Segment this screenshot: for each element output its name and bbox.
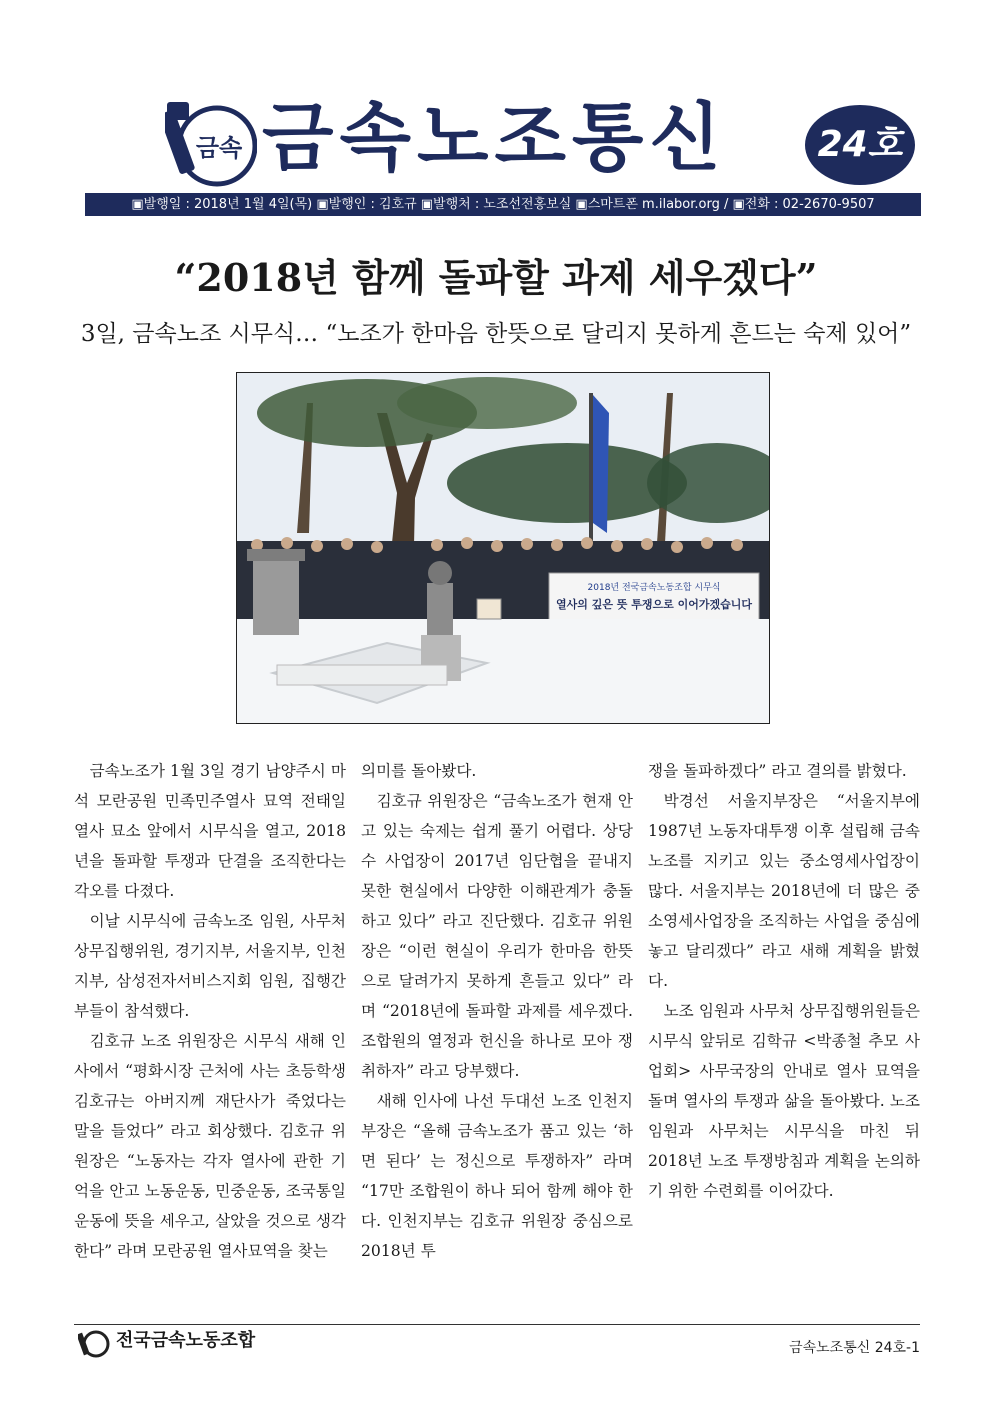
paragraph-continued: 쟁을 돌파하겠다” 라고 결의를 밝혔다.	[648, 762, 907, 780]
issue-badge: 24호	[805, 105, 915, 185]
footer-organization: 전국금속노동조합	[116, 1330, 256, 1351]
paragraph: 노조 임원과 사무처 상무집행위원들은 시무식 앞뒤로 김학규 <박종철 추모 사업회> 사무국장의 안내로 열사 묘역을 돌며 열사의 투쟁과 삶을 돌아봤다. 노조 임원과 사무처는 시무식을 마친 뒤 2018년 노조 투쟁방침과 계획을 논의하기 위한 수련회를 이어갔다.	[648, 1002, 920, 1200]
page-number: 금속노조통신 24호-1	[789, 1340, 920, 1356]
ceremony-photo	[236, 372, 770, 724]
publication-info-bar: ▣발행일 : 2018년 1월 4일(목) ▣발행인 : 김호규 ▣발행처 : 노조선전홍보실 ▣스마트폰 m.ilabor.org / ▣전화 : 02-2670-9507	[85, 193, 921, 216]
article-column-1	[74, 756, 346, 1304]
paragraph-continued: 의미를 돌아봤다.	[361, 762, 477, 780]
banner-line2: 열사의 깊은 뜻 투쟁으로 이어가겠습니다	[556, 598, 752, 611]
newsletter-title: 금속노조통신	[262, 95, 727, 181]
paragraph: 이날 시무식에 금속노조 임원, 사무처 상무집행위원, 경기지부, 서울지부, 인천지부, 삼성전자서비스지회 임원, 집행간부들이 참석했다.	[74, 912, 346, 1020]
union-emblem-icon	[78, 1329, 112, 1359]
banner-line1: 2018년 전국금속노동조합 시무식	[587, 583, 721, 593]
paragraph: 금속노조가 1월 3일 경기 남양주시 마석 모란공원 민족민주열사 묘역 전태일 열사 묘소 앞에서 시무식을 열고, 2018년을 돌파할 투쟁과 단결을 조직한다는 각오를 다졌다.	[74, 762, 346, 900]
headline: “2018년 함께 돌파할 과제 세우겠다”	[174, 255, 818, 300]
paragraph: 김호규 위원장은 “금속노조가 현재 안고 있는 숙제는 쉽게 풀기 어렵다. 상당수 사업장이 2017년 임단협을 끝내지 못한 현실에서 다양한 이해관계가 충돌하고 있다” 라고 진단했다. 김호규 위원장은 “이런 현실이 우리가 한마음 한뜻으로 달려가지 못하게 흔들고 있다” 라며 “2018년에 돌파할 과제를 세우겠다. 조합원의 열정과 헌신을 하나로 모아 쟁취하자” 라고 당부했다.	[361, 792, 633, 1080]
logo-text: 금속	[195, 134, 243, 162]
paragraph: 새해 인사에 나선 두대선 노조 인천지부장은 “올해 금속노조가 품고 있는 ‘하면 된다’ 는 정신으로 투쟁하자” 라며 “17만 조합원이 하나 되어 함께 해야 한다. 인천지부는 김호규 위원장 중심으로 2018년 투	[361, 1092, 633, 1260]
article-column-3	[648, 756, 920, 1304]
union-logo	[165, 96, 257, 188]
subheadline: 3일, 금속노조 시무식… “노조가 한마음 한뜻으로 달리지 못하게 흔드는 숙제 있어”	[80, 321, 912, 347]
paragraph: 박경선 서울지부장은 “서울지부에 1987년 노동자대투쟁 이후 설립해 금속노조를 지키고 있는 중소영세사업장이 많다. 서울지부는 2018년에 더 많은 중소영세사업장을 조직하는 사업을 중심에 놓고 달리겠다” 라고 새해 계획을 밝혔다.	[648, 792, 920, 990]
footer-divider	[74, 1324, 920, 1325]
paragraph: 김호규 노조 위원장은 시무식 새해 인사에서 “평화시장 근처에 사는 초등학생 김호규는 아버지께 재단사가 죽었다는 말을 들었다” 라고 회상했다. 김호규 위원장은 “노동자는 각자 열사에 관한 기억을 안고 노동운동, 민중운동, 조국통일운동에 뜻을 세우고, 살았을 것으로 생각한다” 라며 모란공원 열사묘역을 찾는	[74, 1032, 346, 1260]
article-column-2	[361, 756, 633, 1304]
